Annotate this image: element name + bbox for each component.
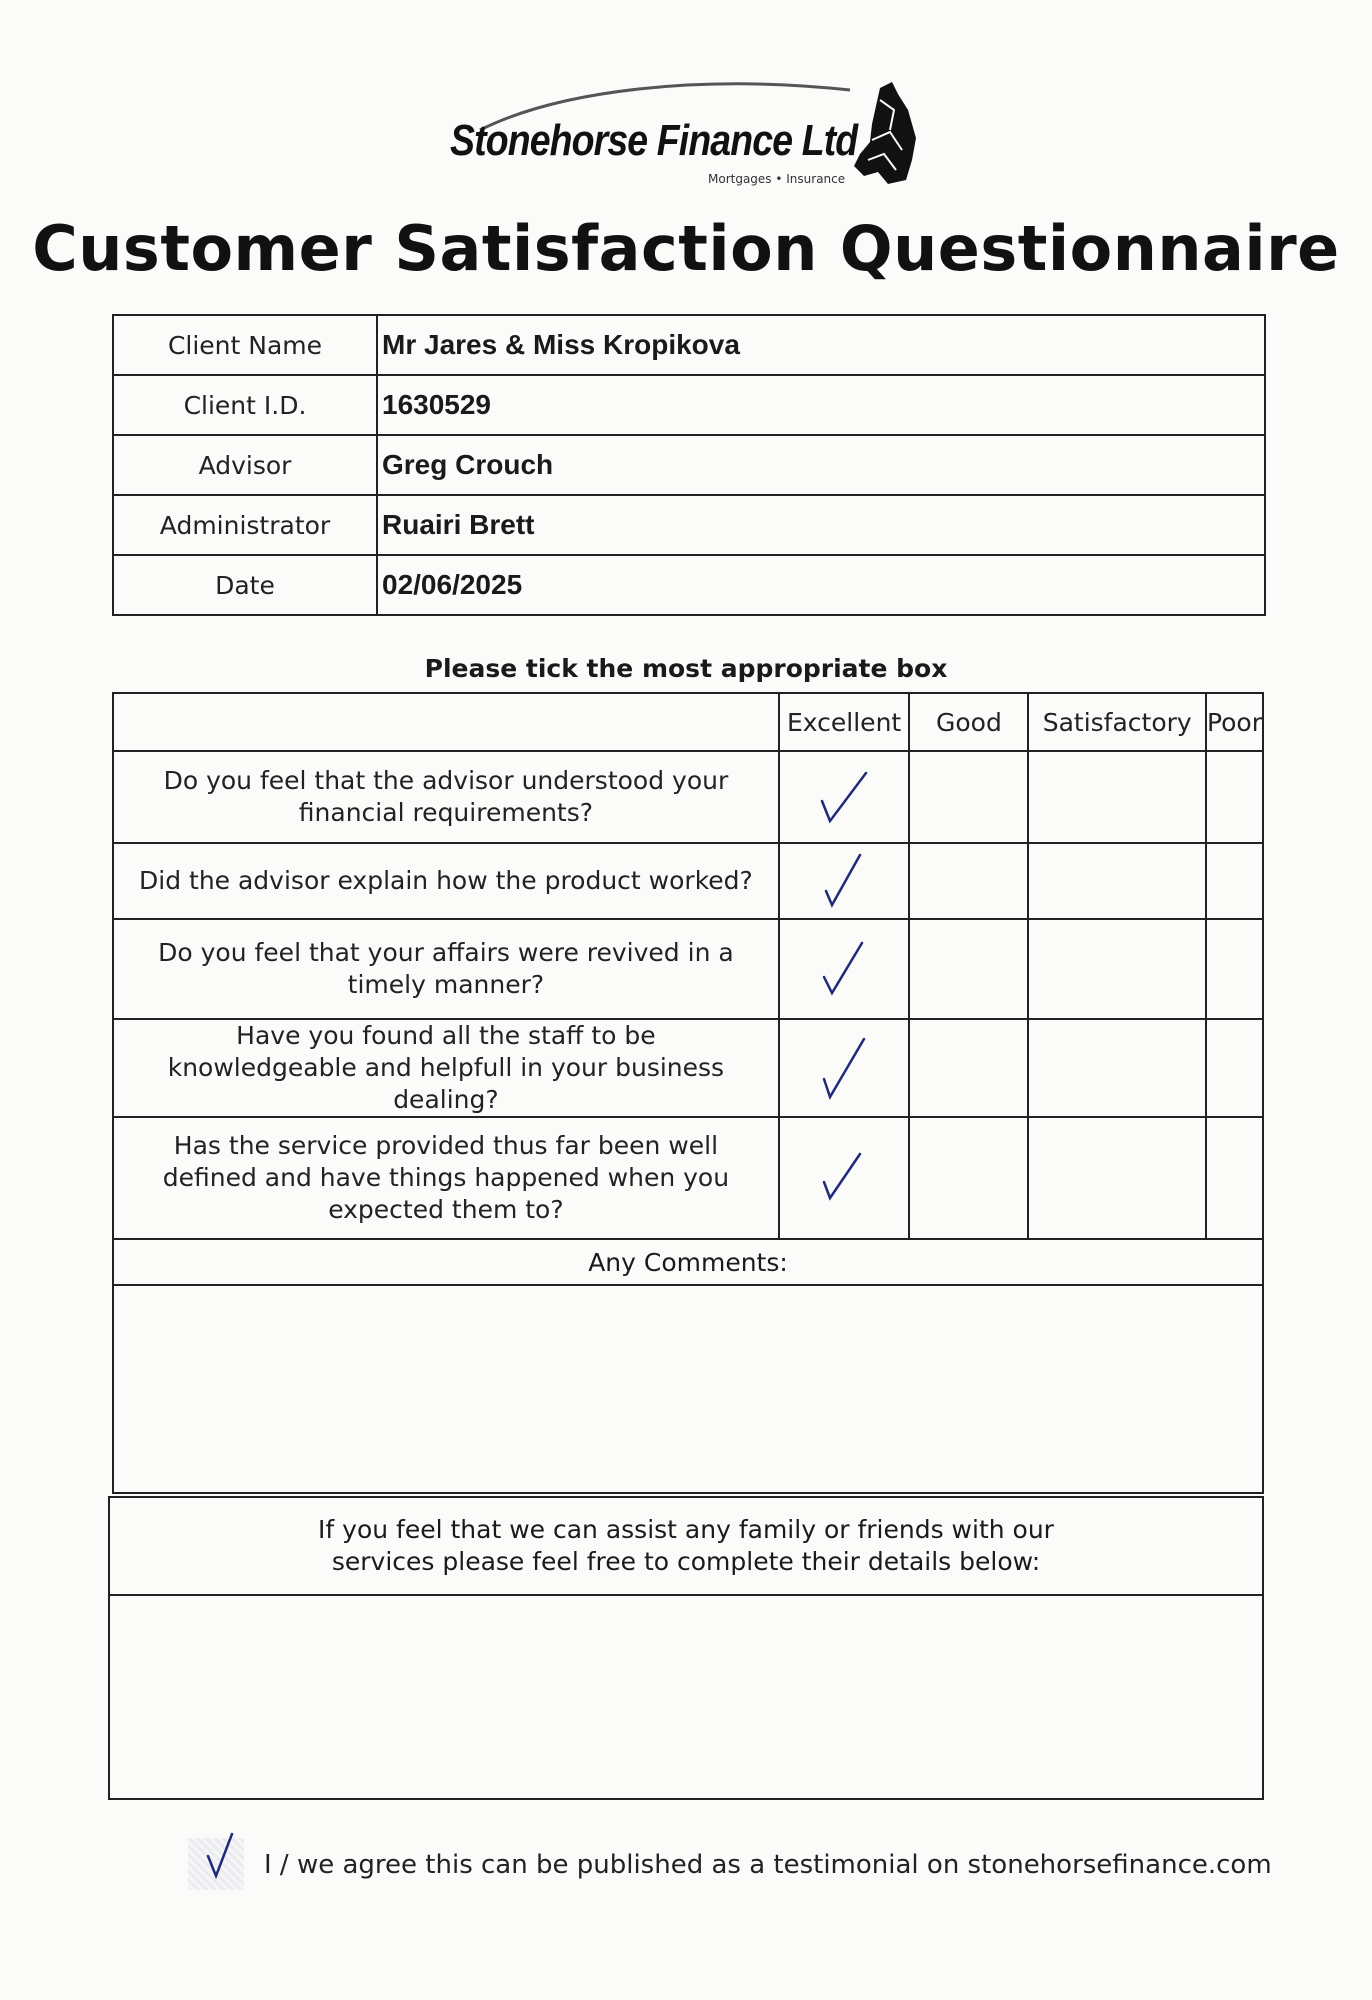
excellent-checkbox[interactable]: [779, 1117, 910, 1239]
satisfactory-checkbox[interactable]: [1028, 1019, 1205, 1117]
good-checkbox[interactable]: [909, 751, 1028, 843]
horse-head-icon: [850, 80, 920, 190]
question-row: [113, 751, 1263, 843]
comments-label: Any Comments:: [113, 1239, 1263, 1285]
client-name-field[interactable]: Mr Jares & Miss Kropikova: [377, 315, 1265, 375]
good-checkbox[interactable]: [909, 1117, 1028, 1239]
date-field[interactable]: 02/06/2025: [377, 555, 1265, 615]
consent-text: I / we agree this can be published as a testimonial on stonehorsefinance.com: [264, 1850, 1272, 1880]
excellent-checkbox[interactable]: [779, 843, 910, 919]
company-logo: [440, 70, 940, 190]
column-header-satisfactory: Satisfactory: [1028, 693, 1205, 751]
excellent-checkbox[interactable]: [779, 919, 910, 1019]
referral-prompt: If you feel that we can assist any family or friends with our services please feel free to complete their details below:: [109, 1497, 1263, 1595]
checkmark-icon: [202, 1832, 252, 1884]
question-header: [113, 693, 779, 751]
checkmark-icon: [814, 767, 874, 827]
poor-checkbox[interactable]: [1206, 919, 1263, 1019]
question-text: Has the service provided thus far been well defined and have things happened when you expected them to?: [113, 1117, 779, 1239]
checkmark-icon: [814, 851, 874, 911]
checkmark-icon: [814, 1148, 874, 1208]
good-checkbox[interactable]: [909, 843, 1028, 919]
question-text: Do you feel that your affairs were revived in a timely manner?: [113, 919, 779, 1019]
referral-section: [108, 1496, 1264, 1800]
advisor-field[interactable]: Greg Crouch: [377, 435, 1265, 495]
comments-field[interactable]: [113, 1285, 1263, 1493]
field-label: Date: [113, 555, 377, 615]
question-text: Do you feel that the advisor understood your financial requirements?: [113, 751, 779, 843]
referral-field[interactable]: [109, 1595, 1263, 1799]
poor-checkbox[interactable]: [1206, 751, 1263, 843]
column-header-good: Good: [909, 693, 1028, 751]
testimonial-consent: [188, 1832, 1272, 1892]
field-label: Client I.D.: [113, 375, 377, 435]
question-row: [113, 919, 1263, 1019]
table-row: [113, 315, 1265, 375]
satisfactory-checkbox[interactable]: [1028, 751, 1205, 843]
good-checkbox[interactable]: [909, 1019, 1028, 1117]
client-id-field[interactable]: 1630529: [377, 375, 1265, 435]
field-label: Administrator: [113, 495, 377, 555]
field-label: Client Name: [113, 315, 377, 375]
field-label: Advisor: [113, 435, 377, 495]
excellent-checkbox[interactable]: [779, 1019, 910, 1117]
company-name: Stonehorse Finance Ltd: [450, 116, 858, 165]
question-row: [113, 1019, 1263, 1117]
satisfactory-checkbox[interactable]: [1028, 919, 1205, 1019]
comments-section: [112, 1238, 1264, 1494]
table-row: [113, 495, 1265, 555]
administrator-field[interactable]: Ruairi Brett: [377, 495, 1265, 555]
table-row: [113, 375, 1265, 435]
satisfactory-checkbox[interactable]: [1028, 1117, 1205, 1239]
table-row: [113, 555, 1265, 615]
checkmark-icon: [814, 1035, 874, 1101]
checkmark-icon: [814, 939, 874, 999]
client-info-table: [112, 314, 1266, 616]
question-text: Did the advisor explain how the product worked?: [113, 843, 779, 919]
question-text: Have you found all the staff to be knowledgeable and helpfull in your business dealing?: [113, 1019, 779, 1117]
excellent-checkbox[interactable]: [779, 751, 910, 843]
column-header-poor: Poor: [1206, 693, 1263, 751]
good-checkbox[interactable]: [909, 919, 1028, 1019]
company-tagline: Mortgages • Insurance: [708, 172, 846, 186]
instruction-text: Please tick the most appropriate box: [424, 654, 948, 683]
table-row: [113, 435, 1265, 495]
page-title: Customer Satisfaction Questionnaire: [32, 212, 1340, 285]
header-row: [113, 693, 1263, 751]
poor-checkbox[interactable]: [1206, 1019, 1263, 1117]
satisfactory-checkbox[interactable]: [1028, 843, 1205, 919]
question-row: [113, 1117, 1263, 1239]
poor-checkbox[interactable]: [1206, 1117, 1263, 1239]
column-header-excellent: Excellent: [779, 693, 910, 751]
rating-table: [112, 692, 1264, 1240]
poor-checkbox[interactable]: [1206, 843, 1263, 919]
question-row: [113, 843, 1263, 919]
